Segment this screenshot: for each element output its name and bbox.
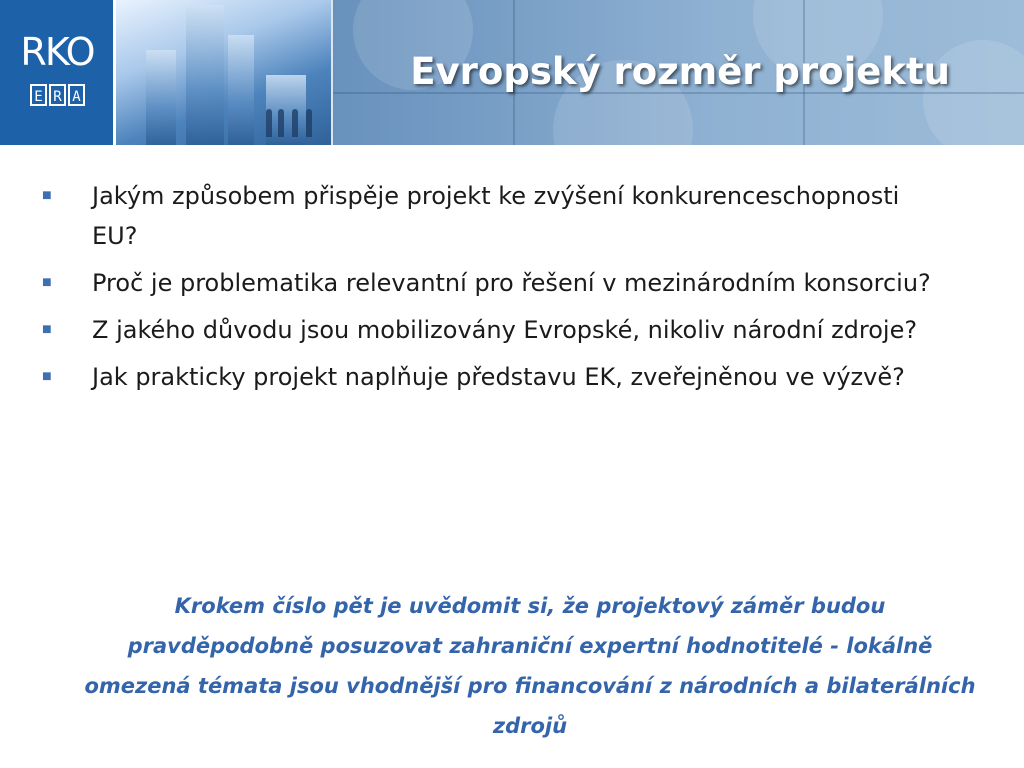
- square-bullet-icon: ■: [42, 368, 52, 385]
- logo-text-era: [30, 84, 85, 108]
- slide-header: [0, 0, 1024, 145]
- list-item-text: Jak prakticky projekt naplňuje představu EK, zveřejněnou ve výzvě?: [92, 363, 905, 391]
- skyscraper-shape: [228, 35, 254, 145]
- slide-title: Evropský rozměr projektu: [410, 50, 950, 93]
- bullet-list: [40, 176, 950, 404]
- list-item-text: Z jakého důvodu jsou mobilizovány Evropské, nikoliv národní zdroje?: [92, 316, 918, 344]
- city-skyline-image: [116, 0, 331, 145]
- skyscraper-shape: [146, 50, 176, 145]
- skyscraper-shape: [266, 75, 306, 145]
- person-silhouette: [292, 109, 298, 137]
- person-silhouette: [306, 109, 312, 137]
- list-item: [40, 263, 950, 303]
- conclusion-text: Krokem číslo pět je uvědomit si, že projektový záměr budou pravděpodobně posuzovat zahraniční expertní hodnotitelé - lokálně omezená témata jsou vhodnější pro financování z národních a bilaterálních zdrojů: [84, 594, 976, 738]
- list-item: [40, 357, 950, 397]
- list-item: [40, 176, 950, 256]
- list-item: [40, 310, 950, 350]
- logo-letter-e: E: [30, 84, 47, 106]
- list-item-text: Jakým způsobem přispěje projekt ke zvýšení konkurenceschopnosti EU?: [92, 182, 900, 250]
- logo-text-rko: RKO: [20, 30, 94, 74]
- company-logo: [0, 0, 113, 145]
- square-bullet-icon: ■: [42, 274, 52, 291]
- person-silhouette: [278, 109, 284, 137]
- list-item-text: Proč je problematika relevantní pro řešení v mezinárodním konsorciu?: [92, 269, 931, 297]
- person-silhouette: [266, 109, 272, 137]
- logo-letter-a: A: [68, 84, 85, 106]
- skyscraper-shape: [186, 5, 224, 145]
- square-bullet-icon: ■: [42, 321, 52, 338]
- logo-letter-r: R: [49, 84, 66, 106]
- square-bullet-icon: ■: [42, 187, 52, 204]
